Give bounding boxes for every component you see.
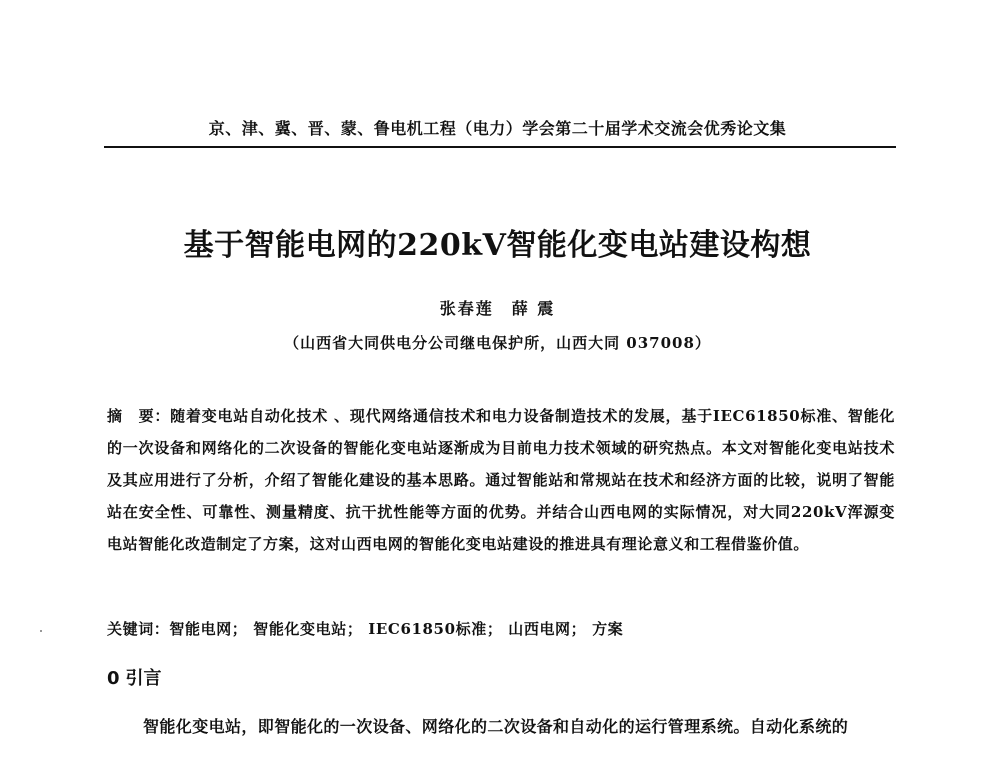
abstract-label: 摘 要： (107, 407, 171, 425)
paper-title: 基于智能电网的220kV智能化变电站建设构想 (183, 228, 812, 263)
body-paragraph: 智能化变电站，即智能化的一次设备、网络化的二次设备和自动化的运行管理系统。自动化系统的 (143, 717, 849, 736)
abstract-text: 随着变电站自动化技术 、现代网络通信技术和电力设备制造技术的发展，基于IEC61850标准、智能化的一次设备和网络化的二次设备的智能化变电站逐渐成为目前电力技术领域的研究热点。本文对智能化变电站技术及其应用进行了分析，介绍了智能化建设的基本思路。通过智能站和常规站在技术和经济方面的比较，说明了智能站在安全性、可靠性、测量精度、抗干扰性能等方面的优势。并结合山西电网的实际情况，对大同220kV浑源变电站智能化改造制定了方案，这对山西电网的智能化变电站建设的推进具有理论意义和工程借鉴价值。 (107, 407, 896, 553)
authors: 张春莲 薛 震 (439, 299, 556, 318)
keywords-text: 智能电网； 智能化变电站； IEC61850标准； 山西电网； 方案 (169, 620, 624, 638)
running-header: 京、津、冀、晋、蒙、鲁电机工程（电力）学会第二十届学术交流会优秀论文集 (208, 119, 787, 138)
section-title: 引言 (125, 668, 162, 689)
scan-speck (40, 630, 42, 632)
abstract (107, 400, 895, 560)
keywords-label: 关键词： (107, 620, 170, 638)
section-number: 0 (107, 668, 120, 689)
header-rule (104, 146, 896, 148)
keywords (107, 618, 895, 639)
affiliation: （山西省大同供电分公司继电保护所，山西大同 037008） (284, 334, 711, 352)
section-heading (107, 664, 162, 690)
